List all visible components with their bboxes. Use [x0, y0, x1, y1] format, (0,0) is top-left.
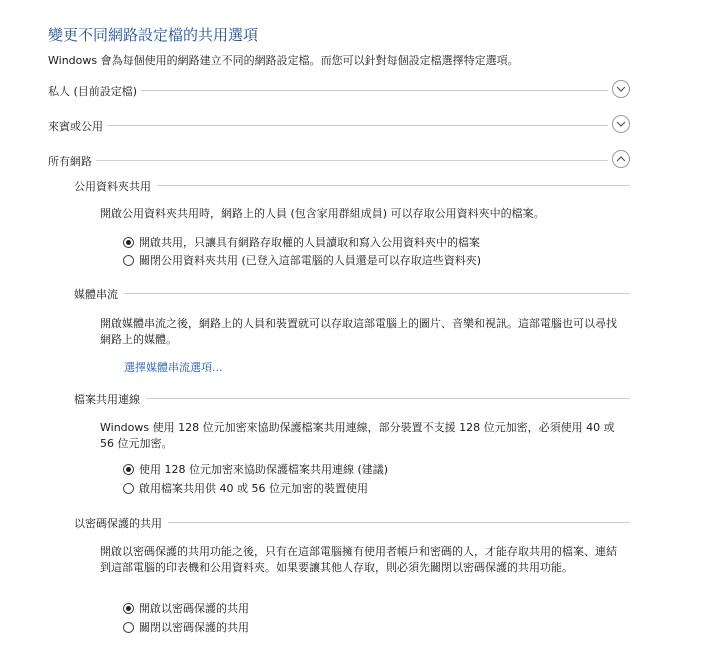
radio-encryption-40-56[interactable]: [123, 480, 368, 496]
section-heading: 公用資料夾共用: [74, 178, 157, 194]
radio-button-checked[interactable]: [123, 237, 134, 248]
section-file-sharing: [74, 391, 630, 405]
radio-public-folder-off[interactable]: [123, 252, 481, 268]
group-private[interactable]: [48, 80, 630, 102]
radio-button-checked[interactable]: [123, 464, 134, 475]
group-all-networks[interactable]: [48, 150, 630, 172]
page-title: 變更不同網路設定檔的共用選項: [48, 26, 259, 44]
divider: [48, 125, 608, 126]
group-label: 來賓或公用: [48, 118, 107, 134]
radio-button[interactable]: [123, 483, 134, 494]
radio-public-folder-on[interactable]: [123, 234, 480, 250]
divider: [74, 185, 630, 186]
page-intro: Windows 會為每個使用的網路建立不同的網路設定檔。而您可以針對每個設定檔選擇特定選項。: [48, 54, 519, 67]
section-heading: 檔案共用連線: [74, 391, 146, 407]
radio-encryption-128[interactable]: [123, 461, 388, 477]
section-public-folder: [74, 178, 630, 192]
radio-button[interactable]: [123, 255, 134, 266]
media-streaming-options-link[interactable]: 選擇媒體串流選項...: [124, 361, 223, 374]
radio-label: 關閉公用資料夾共用 (已登入這部電腦的人員還是可以存取這些資料夾): [139, 254, 482, 267]
radio-password-off[interactable]: [123, 619, 249, 635]
chevron-up-icon[interactable]: [612, 150, 630, 168]
section-heading: 媒體串流: [74, 286, 124, 302]
section-description: 開啟公用資料夾共用時，網路上的人員 (包含家用群組成員) 可以存取公用資料夾中的檔案。: [100, 207, 545, 220]
radio-label: 關閉以密碼保護的共用: [139, 621, 249, 634]
radio-label: 開啟共用，只讓具有網路存取權的人員讀取和寫入公用資料夾中的檔案: [139, 236, 480, 249]
radio-button-checked[interactable]: [123, 603, 134, 614]
radio-label: 開啟以密碼保護的共用: [139, 602, 249, 615]
group-guest-public[interactable]: [48, 115, 630, 137]
section-description: Windows 使用 128 位元加密來協助保護檔案共用連線，部分裝置不支援 128 位元加密，必須使用 40 或 56 位元加密。: [100, 421, 615, 450]
radio-password-on[interactable]: [123, 600, 249, 616]
divider: [74, 293, 630, 294]
section-media-streaming: [74, 286, 630, 300]
radio-button[interactable]: [123, 622, 134, 633]
chevron-down-icon[interactable]: [612, 115, 630, 133]
divider: [48, 160, 608, 161]
group-label: 私人 (目前設定檔): [48, 83, 141, 99]
radio-label: 使用 128 位元加密來協助保護檔案共用連線 (建議): [139, 463, 389, 476]
divider: [74, 398, 630, 399]
section-password-sharing: [74, 515, 630, 529]
section-heading: 以密碼保護的共用: [74, 515, 168, 531]
group-label: 所有網路: [48, 153, 96, 169]
section-description: 開啟以密碼保護的共用功能之後，只有在這部電腦擁有使用者帳戶和密碼的人，才能存取共用的檔案、連結到這部電腦的印表機和公用資料夾。如果要讓其他人存取，則必須先關閉以密碼保護的共用功能。: [100, 545, 617, 574]
section-description: 開啟媒體串流之後，網路上的人員和裝置就可以存取這部電腦上的圖片、音樂和視訊。這部電腦也可以尋找網路上的媒體。: [100, 317, 617, 346]
radio-label: 啟用檔案共用供 40 或 56 位元加密的裝置使用: [139, 482, 368, 495]
chevron-down-icon[interactable]: [612, 80, 630, 98]
